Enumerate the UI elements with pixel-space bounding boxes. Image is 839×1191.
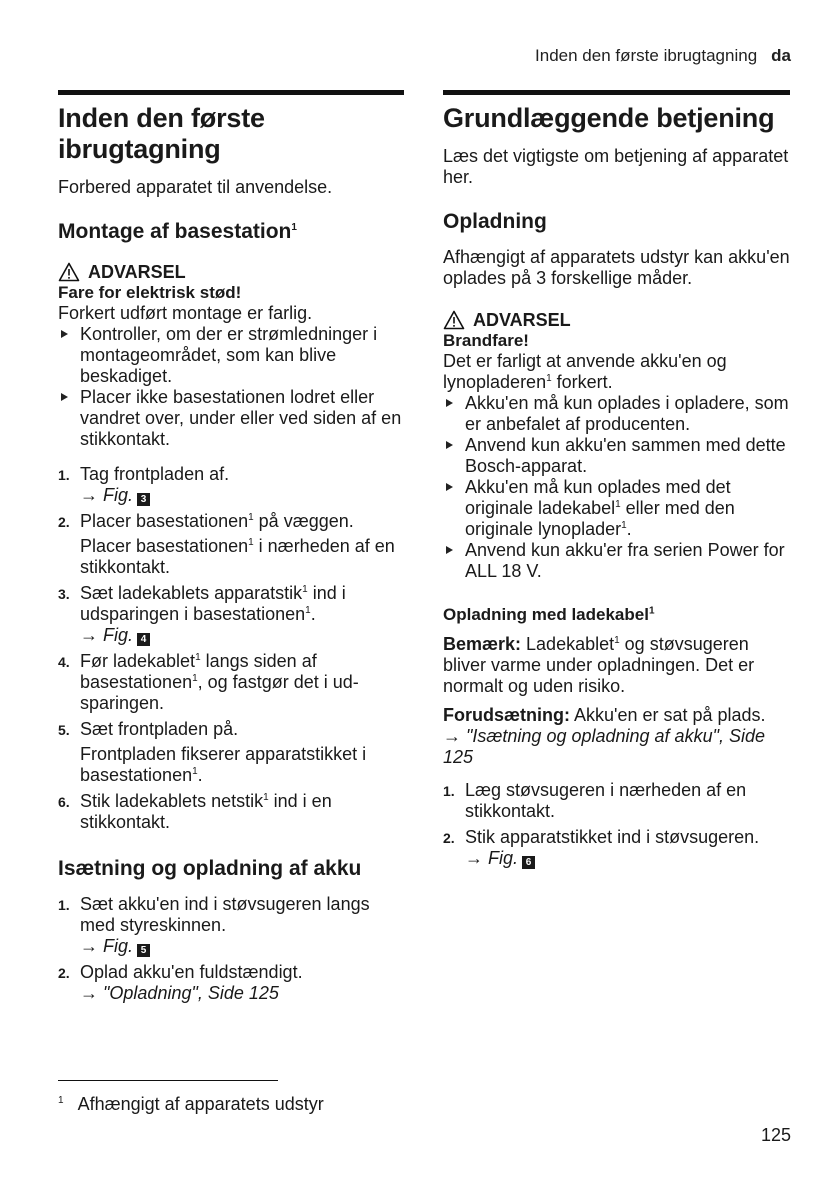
- header-language: da: [771, 46, 791, 65]
- mount-steps: [58, 464, 404, 833]
- left-title: Inden den første ibrugtagning: [58, 103, 265, 164]
- figure-reference[interactable]: → Fig. 4: [80, 625, 404, 646]
- warning-bullet: Placer ikke basestationen lodret eller vandret over, under eller ved siden af en stikkontakt.: [58, 387, 404, 450]
- figure-reference[interactable]: → Fig. 3: [80, 485, 404, 506]
- running-header: [535, 46, 791, 66]
- cross-reference-link[interactable]: → "Opladning", Side 125: [80, 983, 279, 1003]
- warning-bullet: Akku'en må kun oplades med det originale ladekabel$^1$ eller med den originale lynoplader$^1$.: [443, 477, 790, 540]
- cable-heading: Opladning med ladekabel$^1$: [443, 605, 655, 624]
- charging-text: Afhængigt af apparatets udstyr kan akku'en oplades på 3 forskellige måder.: [443, 247, 790, 288]
- step-item: 1. Sæt akku'en ind i støvsugeren langs med styreskinnen. → Fig. 5: [58, 894, 404, 957]
- figure-number-badge: 3: [137, 493, 150, 506]
- step-item: 6. Stik ladekablets netstik$^1$ ind i en stikkontakt.: [58, 791, 332, 832]
- mount-heading: Montage af basestation$^1$: [58, 220, 297, 243]
- step-item: 4. Før ladekablet$^1$ langs siden af basestationen$^1$, og fastgør det i udsparingen.: [58, 651, 359, 713]
- figure-number-badge: 4: [137, 633, 150, 646]
- warning-title: Fare for elektrisk stød!: [58, 283, 242, 302]
- cross-reference-link[interactable]: → "Isætning og opladning af akku", Side 125: [443, 726, 765, 767]
- insert-steps: [58, 894, 404, 1004]
- warning-text: Det er farligt at anvende akku'en og lynopladeren$^1$ forkert.: [443, 351, 727, 392]
- footnote: $^1$ Afhængigt af apparatets udstyr: [58, 1094, 324, 1114]
- figure-number-badge: 6: [522, 856, 535, 869]
- right-title: Grundlæggende betjening: [443, 103, 775, 133]
- insert-heading: Isætning og opladning af akku: [58, 857, 362, 880]
- cable-note: Bemærk: Ladekablet$^1$ og støvsugeren bliver varme under opladningen. Det er normalt og uden risiko.: [443, 634, 755, 696]
- figure-reference[interactable]: → Fig. 5: [80, 936, 404, 957]
- warning-bullet: Kontroller, om der er strømledninger i montageområdet, som kan blive beskadiget.: [58, 324, 404, 387]
- page-number: 125: [760, 1125, 791, 1145]
- step-item: 3. Sæt ladekablets apparatstik$^1$ ind i udsparingen i basestationen$^1$. → Fig. 4: [58, 583, 404, 646]
- charging-heading: Opladning: [443, 210, 547, 233]
- warning-text: Forkert udført montage er farlig.: [58, 303, 313, 323]
- cable-prerequisite: Forudsætning: Akku'en er sat på plads.: [443, 705, 766, 725]
- warning-triangle-icon: [58, 262, 80, 282]
- step-item: 2. Placer basestationen$^1$ på væggen. Placer basestationen$^1$ i nærheden af en stikkontakt.: [58, 511, 395, 577]
- cable-steps: [443, 780, 790, 869]
- figure-reference[interactable]: → Fig. 6: [465, 848, 790, 869]
- right-intro: Læs det vigtigste om betjening af apparatet her.: [443, 146, 789, 187]
- right-column-rule: [443, 90, 790, 95]
- step-item: 1. Læg støvsugeren i nærheden af en stikkontakt.: [443, 780, 747, 821]
- step-item: 2. Oplad akku'en fuldstændigt. → "Opladning", Side 125: [58, 962, 404, 1004]
- header-section: Inden den første ibrugtagning: [535, 46, 758, 65]
- step-item: 5. Sæt frontpladen på. Frontpladen fikserer apparatstikket i basestationen$^1$.: [58, 719, 367, 785]
- warning-bullet: Anvend kun akku'er fra serien Power for ALL 18 V.: [443, 540, 790, 582]
- right-column: [443, 90, 790, 874]
- left-column-rule: [58, 90, 404, 95]
- warning-bullet: Akku'en må kun oplades i opladere, som er anbefalet af producenten.: [443, 393, 790, 435]
- figure-number-badge: 5: [137, 944, 150, 957]
- mount-warning: [58, 261, 404, 450]
- warning-label: ADVARSEL: [88, 262, 186, 282]
- warning-bullet: Anvend kun akku'en sammen med dette Bosch-apparat.: [443, 435, 790, 477]
- step-item: 2. Stik apparatstikket ind i støvsugeren. → Fig. 6: [443, 827, 790, 869]
- step-item: 1. Tag frontpladen af. → Fig. 3: [58, 464, 404, 506]
- warning-triangle-icon: [443, 310, 465, 330]
- footnote-rule: [58, 1080, 278, 1081]
- warning-label: ADVARSEL: [473, 310, 571, 330]
- warning-title: Brandfare!: [443, 331, 529, 350]
- charging-warning: [443, 309, 790, 582]
- left-column: [58, 90, 404, 1009]
- left-intro: Forbered apparatet til anvendelse.: [58, 177, 333, 197]
